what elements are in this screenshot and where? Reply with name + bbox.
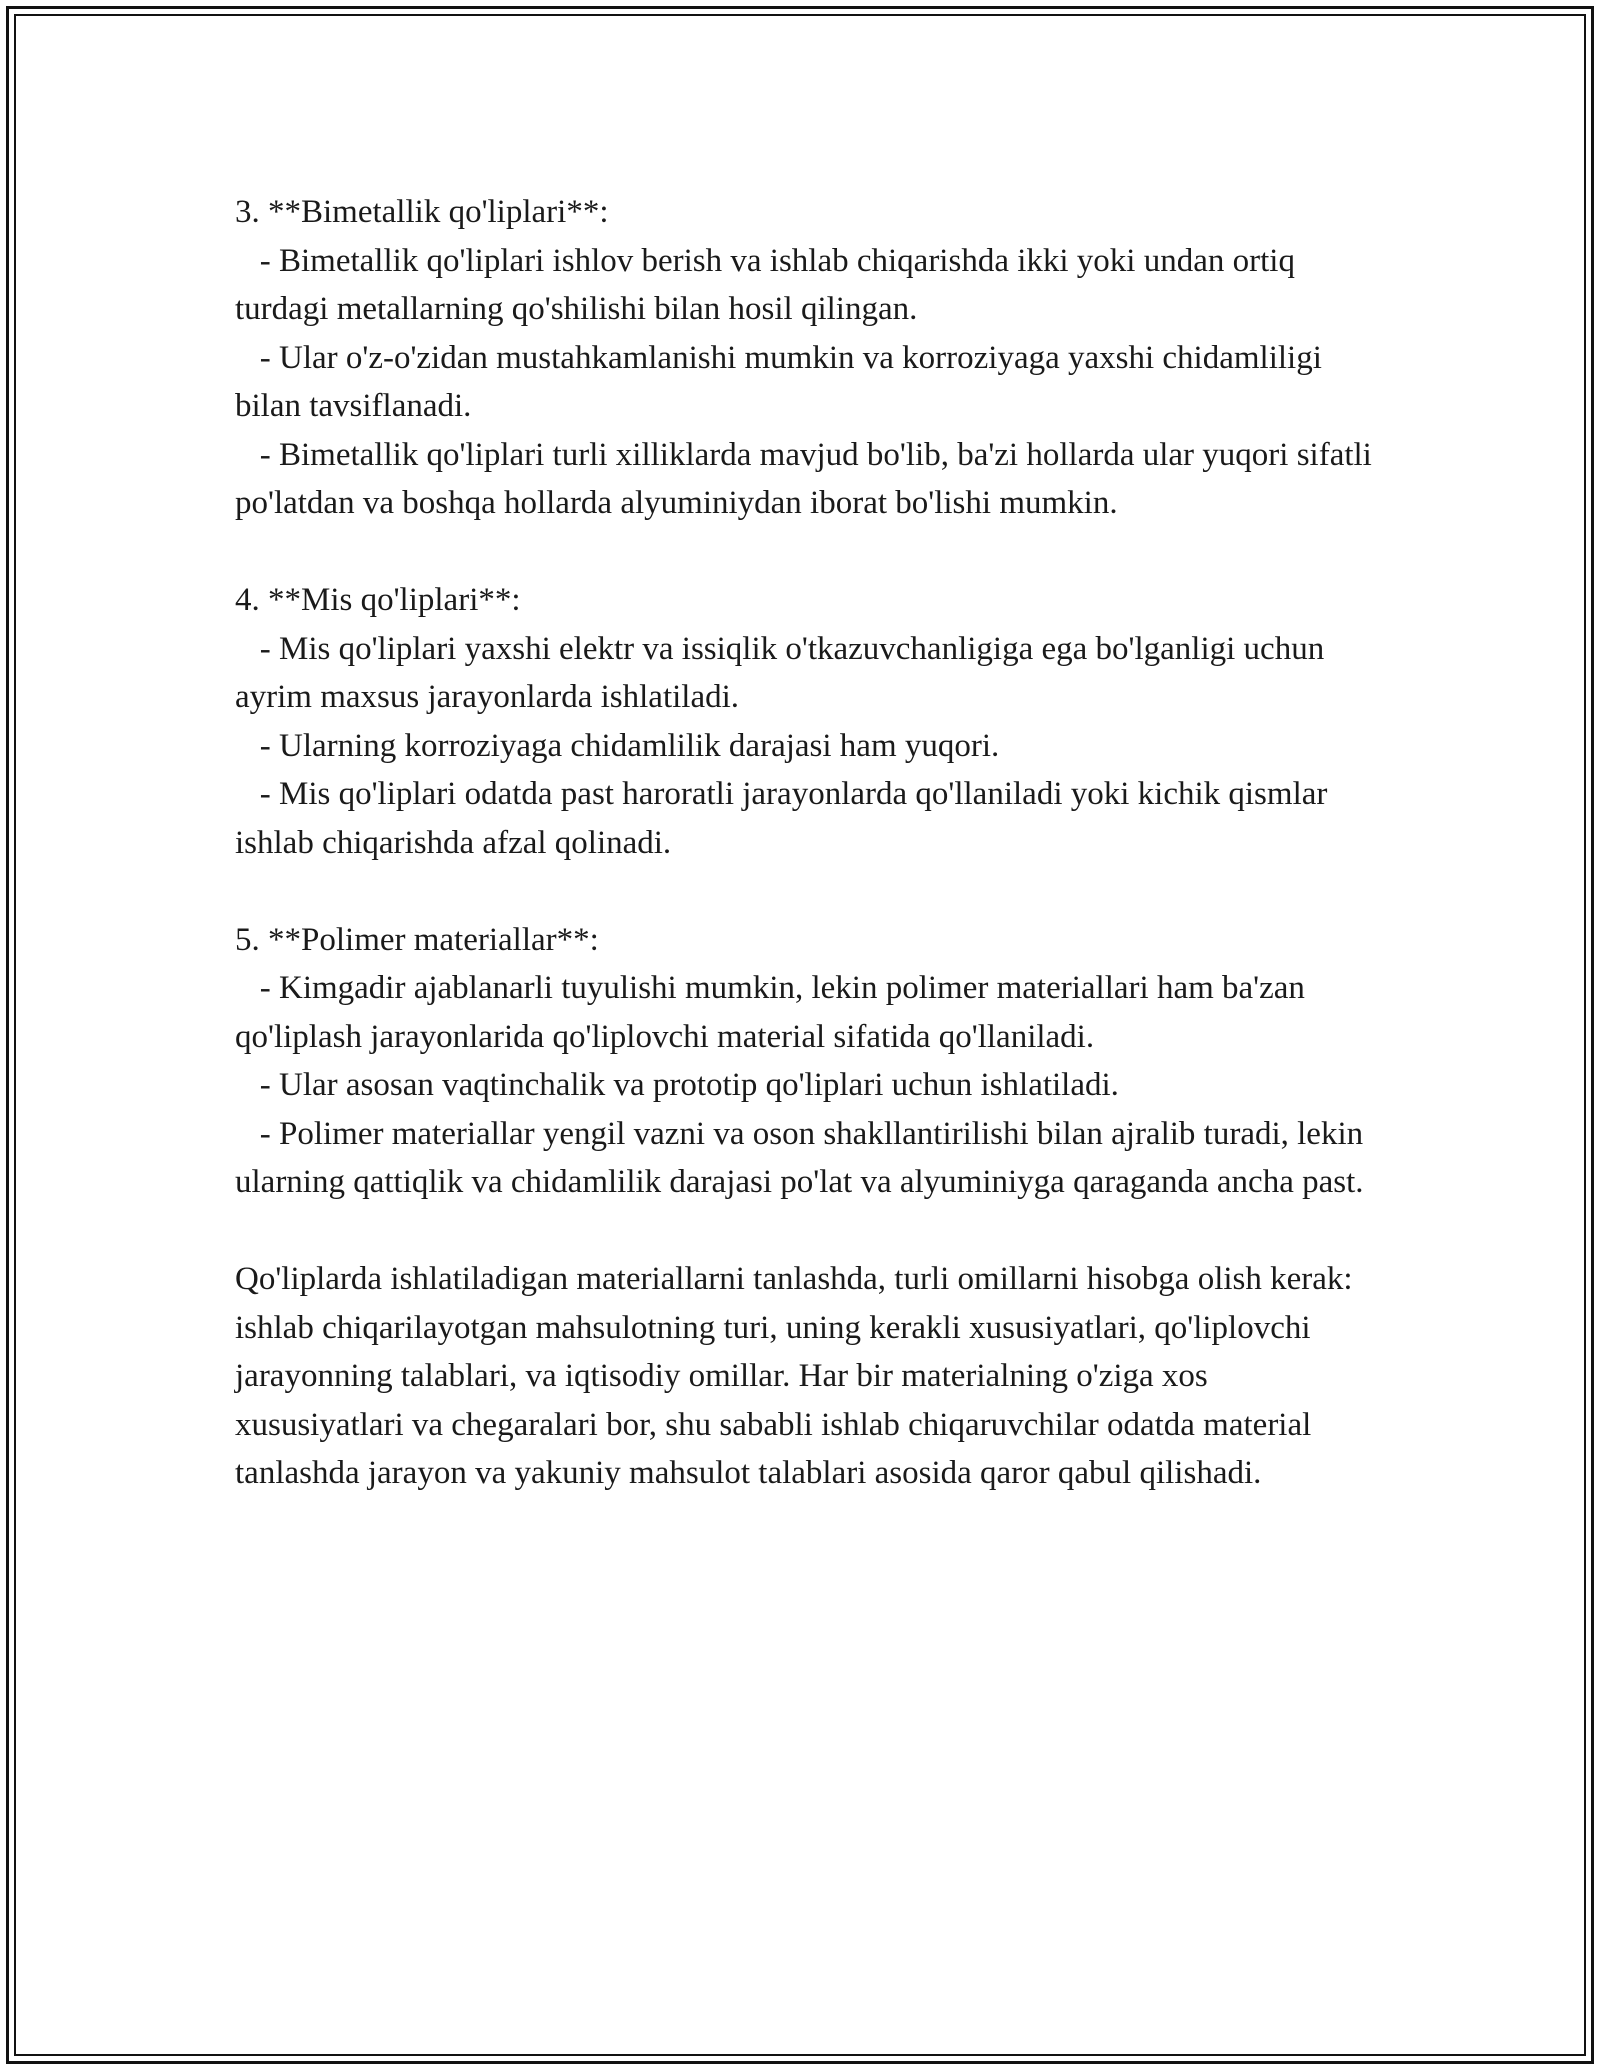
document-body	[235, 188, 1381, 1498]
bullet-item: - Ular asosan vaqtinchalik va prototip qo'liplari uchun ishlatiladi.	[259, 1067, 1119, 1103]
section-polymer-materials	[235, 916, 1375, 1207]
bullet-item: - Mis qo'liplari yaxshi elektr va issiqlik o'tkazuvchanligiga ega bo'lganligi uchun ayrim maxsus jarayonlarda ishlatiladi.	[235, 630, 1333, 715]
bullet-item: - Polimer materiallar yengil vazni va oson shakllantirilishi bilan ajralib turadi, lekin ularning qattiqlik va chidamlilik darajasi po'lat va alyuminiyga qaraganda ancha past.	[235, 1115, 1372, 1200]
bullet-item: - Bimetallik qo'liplari turli xilliklarda mavjud bo'lib, ba'zi hollarda ular yuqori sifatli po'latdan va boshqa hollarda alyuminiydan iborat bo'lishi mumkin.	[235, 436, 1381, 521]
bullet-item: - Ularning korroziyaga chidamlilik darajasi ham yuqori.	[259, 727, 1000, 764]
closing-paragraph: Qo'liplarda ishlatiladigan materiallarni tanlashda, turli omillarni hisobga olish kerak: ishlab chiqarilayotgan mahsulotning turi, uning kerakli xususiyatlari, qo'liplovchi jarayonning talablari, va iqtisodiy omillar. Har bir materialning o'ziga xos xususiyatlari va chegaralari bor, shu sababli ishlab chiqaruvchilar odatda material tanlashda jarayon va yakuniy mahsulot talablari asosida qaror qabul qilishadi.	[235, 1261, 1353, 1491]
section-heading: 3. **Bimetallik qo'liplari**:	[235, 194, 609, 230]
bullet-item: - Kimgadir ajablanarli tuyulishi mumkin, lekin polimer materiallari ham ba'zan qo'liplash jarayonlarida qo'liplovchi material sifatida qo'llaniladi.	[235, 970, 1314, 1055]
bullet-item: - Bimetallik qo'liplari ishlov berish va ishlab chiqarishda ikki yoki undan ortiq turdagi metallarning qo'shilishi bilan hosil qilingan.	[235, 242, 1304, 327]
section-copper-molds	[235, 576, 1375, 867]
section-bimetallic-molds	[235, 188, 1381, 528]
bullet-item: - Mis qo'liplari odatda past haroratli jarayonlarda qo'llaniladi yoki kichik qismlar ishlab chiqarishda afzal qolinadi.	[235, 776, 1336, 861]
bullet-item: - Ular o'z-o'zidan mustahkamlanishi mumkin va korroziyaga yaxshi chidamliligi bilan tavsiflanadi.	[235, 339, 1331, 424]
section-heading: 4. **Mis qo'liplari**:	[235, 582, 521, 618]
section-heading: 5. **Polimer materiallar**:	[235, 921, 599, 958]
